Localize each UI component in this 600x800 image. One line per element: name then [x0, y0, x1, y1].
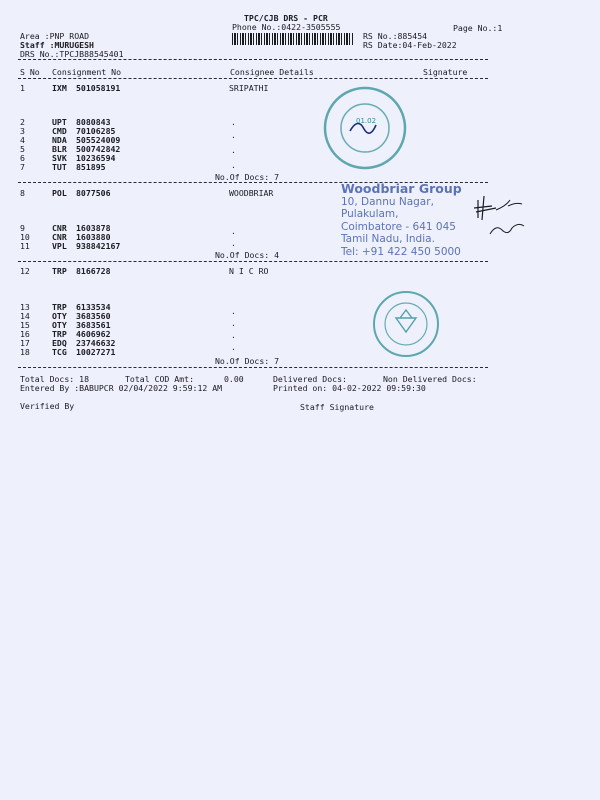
row-number: 8166728: [76, 266, 111, 276]
dot: .: [231, 145, 236, 155]
stamp-line: Tamil Nadu, India.: [341, 233, 435, 245]
row-code: TRP: [52, 266, 67, 276]
row-code: EDQ: [52, 338, 67, 348]
row-code: SVK: [52, 153, 67, 163]
barcode: [232, 33, 354, 45]
verified-by: Verified By: [20, 401, 75, 411]
row-number: 10027271: [76, 347, 116, 357]
rs-date: RS Date:04-Feb-2022: [363, 40, 457, 50]
area-label: Area :PNP ROAD: [20, 31, 90, 41]
page-number: Page No.:1: [453, 23, 503, 33]
row-number: 505524009: [76, 135, 121, 145]
row-sno: 10: [20, 232, 30, 242]
company-address-stamp: [341, 183, 462, 258]
row-code: OTY: [52, 320, 67, 330]
dot: .: [231, 130, 236, 140]
phone-number: Phone No.:0422-3505555: [232, 22, 341, 32]
row-number: 23746632: [76, 338, 116, 348]
row-sno: 9: [20, 223, 25, 233]
consignee-name: N I C RO: [229, 266, 269, 276]
consignee-name: SRIPATHI: [229, 83, 269, 93]
dot: .: [231, 117, 236, 127]
handwritten-signature: [470, 190, 540, 242]
stamp-line: 10, Dannu Nagar,: [341, 195, 434, 208]
row-sno: 6: [20, 153, 25, 163]
row-code: NDA: [52, 135, 67, 145]
row-sno: 3: [20, 126, 25, 136]
row-sno: 16: [20, 329, 30, 339]
printed-on: Printed on: 04-02-2022 09:59:30: [273, 383, 426, 393]
divider: [18, 261, 488, 262]
row-code: TUT: [52, 162, 67, 172]
divider: [18, 59, 488, 60]
stamp-line: Pulakulam,: [341, 208, 399, 220]
row-sno: 4: [20, 135, 25, 145]
row-sno: 15: [20, 320, 30, 330]
stamp-line: Tel: +91 422 450 5000: [341, 245, 461, 258]
company-seal-stamp: [310, 83, 420, 173]
row-number: 6133534: [76, 302, 111, 312]
insurance-seal-stamp: [370, 288, 442, 360]
total-docs: Total Docs: 18: [20, 374, 90, 384]
entered-by: Entered By :BABUPCR 02/04/2022 9:59:12 AM: [20, 383, 223, 393]
row-number: 501058191: [76, 83, 121, 93]
consignee-name: WOODBRIAR: [229, 188, 274, 198]
stamp-line: Woodbriar Group: [341, 181, 462, 196]
dot: .: [231, 238, 236, 248]
seal-inner-text: 01.02: [356, 117, 377, 125]
row-sno: 17: [20, 338, 30, 348]
divider: [18, 367, 488, 368]
column-sno: S No: [20, 67, 40, 77]
row-number: 938842167: [76, 241, 121, 251]
row-code: TRP: [52, 302, 67, 312]
dot: .: [231, 160, 236, 170]
row-number: 8080843: [76, 117, 111, 127]
row-number: 4606962: [76, 329, 111, 339]
row-sno: 13: [20, 302, 30, 312]
row-sno: 8: [20, 188, 25, 198]
total-cod-value: 0.00: [224, 374, 244, 384]
row-number: 10236594: [76, 153, 116, 163]
stamp-line: Coimbatore - 641 045: [341, 220, 456, 233]
row-number: 3683560: [76, 311, 111, 321]
total-cod-label: Total COD Amt:: [125, 374, 195, 384]
row-code: TRP: [52, 329, 67, 339]
row-code: IXM: [52, 83, 67, 93]
row-code: CNR: [52, 223, 67, 233]
row-sno: 18: [20, 347, 30, 357]
row-number: 70106285: [76, 126, 116, 136]
column-signature: Signature: [423, 67, 468, 77]
document-title: TPC/CJB DRS - PCR: [244, 13, 328, 23]
divider: [18, 78, 488, 79]
non-delivered-docs: Non Delivered Docs:: [383, 374, 477, 384]
row-code: POL: [52, 188, 67, 198]
row-sno: 11: [20, 241, 30, 251]
no-of-docs: No.Of Docs: 4: [215, 250, 280, 260]
row-sno: 2: [20, 117, 25, 127]
row-code: BLR: [52, 144, 67, 154]
no-of-docs: No.Of Docs: 7: [215, 356, 280, 366]
dot: .: [231, 306, 236, 316]
dot: .: [231, 342, 236, 352]
drs-number: DRS No.:TPCJB88545401: [20, 49, 124, 59]
row-number: 500742842: [76, 144, 121, 154]
row-sno: 1: [20, 83, 25, 93]
row-sno: 14: [20, 311, 30, 321]
staff-signature: Staff Signature: [300, 402, 374, 412]
row-code: TCG: [52, 347, 67, 357]
delivered-docs: Delivered Docs:: [273, 374, 347, 384]
row-code: UPT: [52, 117, 67, 127]
row-code: VPL: [52, 241, 67, 251]
row-sno: 5: [20, 144, 25, 154]
row-code: OTY: [52, 311, 67, 321]
column-consignment: Consignment No: [52, 67, 122, 77]
dot: .: [231, 226, 236, 236]
row-number: 3683561: [76, 320, 111, 330]
column-consignee: Consignee Details: [230, 67, 314, 77]
row-sno: 12: [20, 266, 30, 276]
no-of-docs: No.Of Docs: 7: [215, 172, 280, 182]
row-sno: 7: [20, 162, 25, 172]
row-number: 1603880: [76, 232, 111, 242]
dot: .: [231, 330, 236, 340]
dot: .: [231, 318, 236, 328]
row-code: CNR: [52, 232, 67, 242]
rs-number: RS No.:885454: [363, 31, 428, 41]
row-code: CMD: [52, 126, 67, 136]
row-number: 851895: [76, 162, 106, 172]
staff-label: Staff :MURUGESH: [20, 40, 94, 50]
row-number: 1603878: [76, 223, 111, 233]
row-number: 8077506: [76, 188, 111, 198]
